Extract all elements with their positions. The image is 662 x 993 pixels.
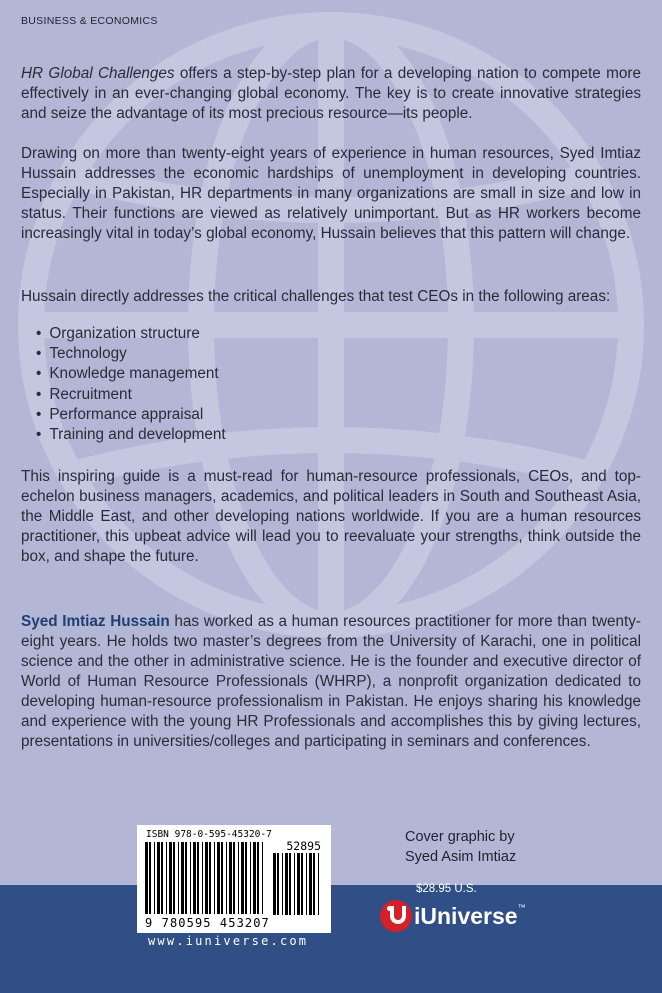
price-label: $28.95 U.S. (416, 883, 477, 895)
challenge-list (36, 324, 226, 445)
barcode (137, 825, 331, 933)
iuniverse-logo-icon (380, 900, 412, 932)
barcode-digits: 9 780595 453207 (145, 916, 270, 930)
publisher-name: iUniverse™ (414, 902, 526, 929)
guide-paragraph: This inspiring guide is a must-read for human-resource professionals, CEOs, and top-echelon business managers, academics, and political leaders in South and Southeast Asia, the Middle East, and other developing nations worldwide. If you are a human resources practitioner, this upbeat advice will lead you to reevaluate your strengths, think outside the box, and shape the future. (21, 468, 641, 565)
isbn-text: ISBN 978-0-595-45320-7 (146, 829, 272, 840)
list-item: • Technology (36, 344, 226, 364)
website-url: www.iuniverse.com (148, 934, 309, 948)
cover-credit (405, 827, 516, 867)
credit-name: Syed Asim Imtiaz (405, 849, 517, 865)
challenges-paragraph: Hussain directly addresses the critical challenges that test CEOs in the following areas: (21, 288, 611, 305)
intro-text: offers a step-by-step plan for a developing nation to compete more effectively in an ever-changing global economy. The key is to create innovative strategies and seize the advantage of its most precious resource—its people. (21, 65, 641, 122)
author-name: Syed Imtiaz Hussain (21, 613, 170, 630)
price-code: 52895 (286, 839, 321, 853)
list-item: • Knowledge management (36, 364, 226, 384)
list-item: • Organization structure (36, 324, 226, 344)
list-item: • Performance appraisal (36, 405, 226, 425)
bio-text: has worked as a human resources practitioner for more than twenty-eight years. He holds two master’s degrees from the University of Karachi, one in political science and the other in administrative science. He is the founder and executive director of World of Human Resource Professionals (WHRP), a nonprofit organization dedicated to developing human-resource professionalism in Pakistan. He enjoys sharing his knowledge and experience with the young HR Professionals and accomplishes this by giving lectures, presentations in universities/colleges and participating in seminars and conferences. (21, 613, 642, 750)
experience-paragraph: Drawing on more than twenty-eight years of experience in human resources, Syed Imtiaz Hussain addresses the economic hardships of unemployment in developing countries. Especially in Pakistan, HR departments in many organizations are small in size and low in status. Their functions are viewed as relatively unimportant. But as HR workers become increasingly vital in today’s global economy, Hussain believes that this pattern will change. (21, 145, 641, 242)
credit-line: Cover graphic by (405, 829, 515, 845)
category-label: BUSINESS & ECONOMICS (21, 15, 158, 27)
list-item: • Recruitment (36, 385, 226, 405)
publisher-logo (380, 900, 526, 932)
price-barcode-bars (273, 853, 321, 915)
book-title: HR Global Challenges (21, 65, 175, 82)
author-bio (21, 612, 641, 752)
barcode-bars (145, 842, 265, 914)
list-item: • Training and development (36, 425, 226, 445)
bottom-band (0, 885, 662, 993)
intro-paragraph (21, 64, 641, 124)
